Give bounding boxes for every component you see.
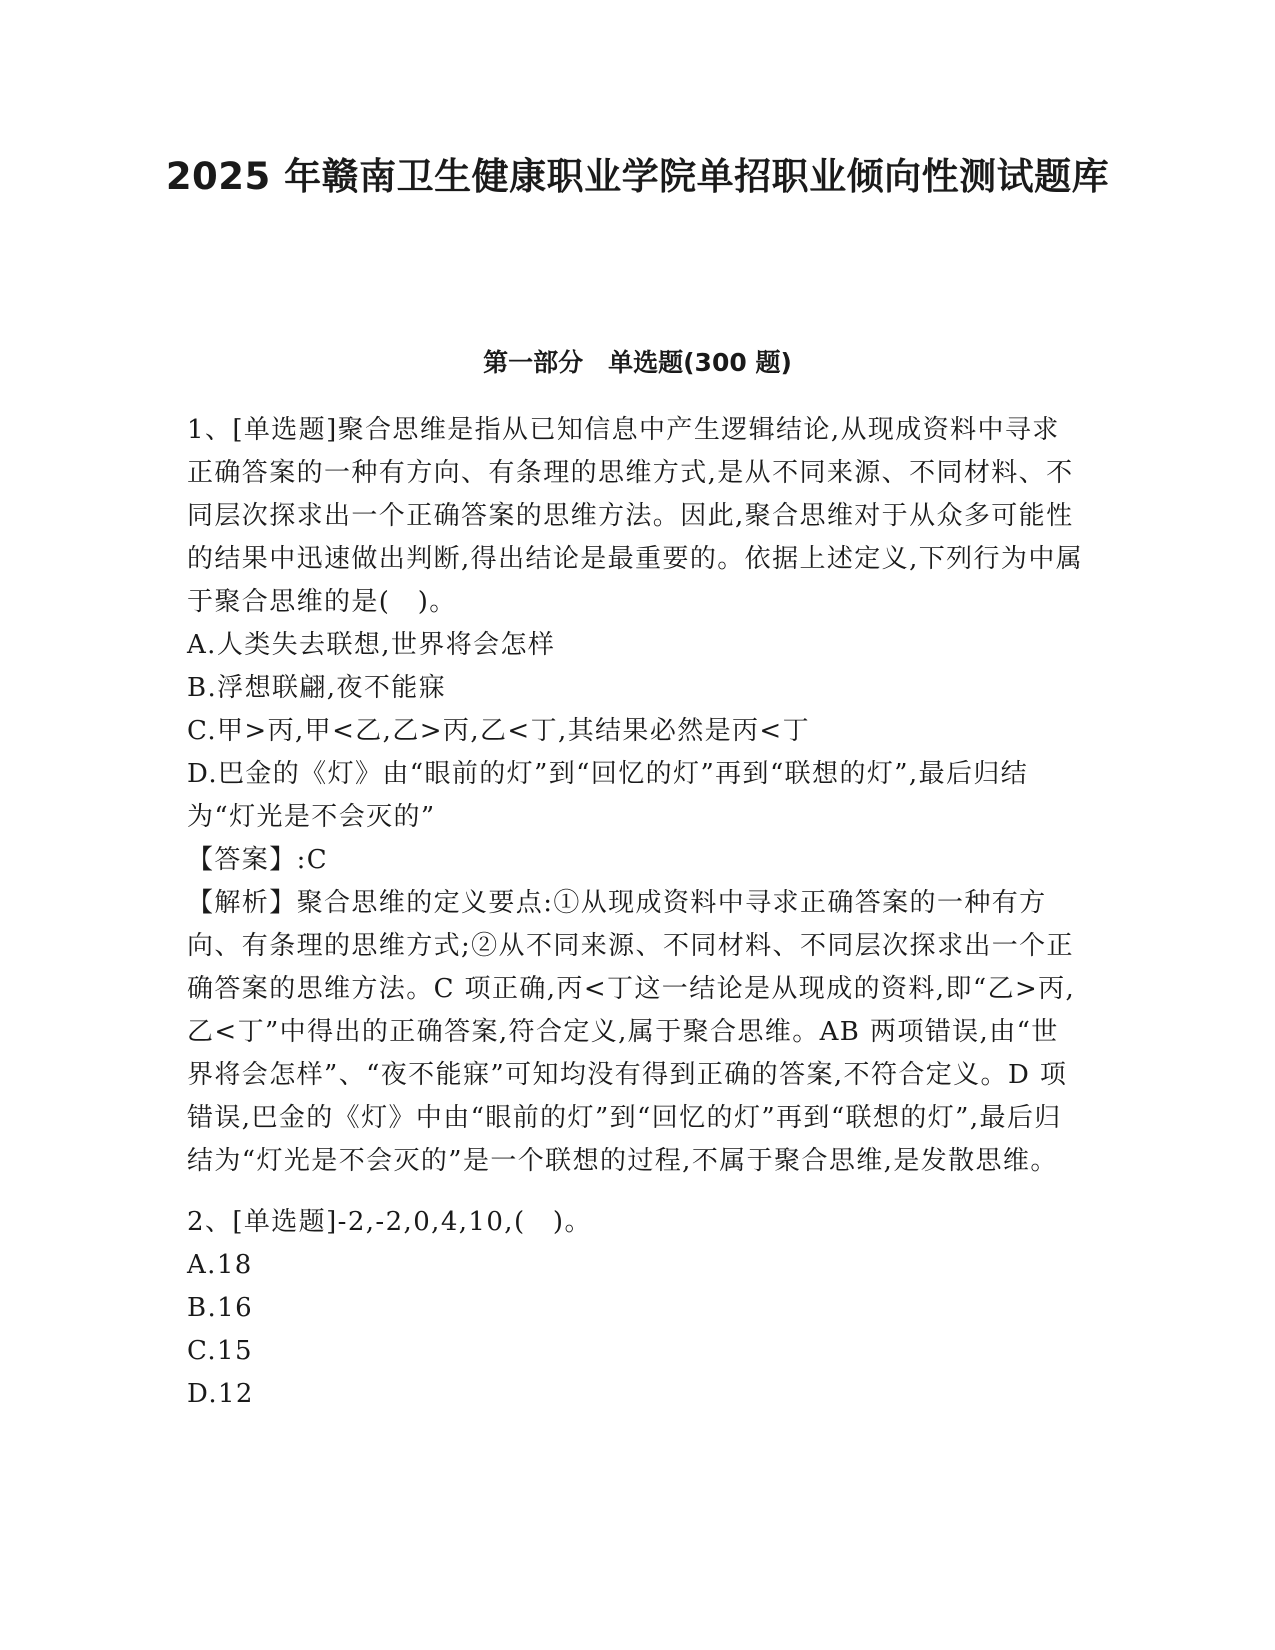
option-b: B.浮想联翩,夜不能寐 [187, 673, 447, 703]
option-a: A.人类失去联想,世界将会怎样 [187, 630, 556, 660]
option-b: B.16 [187, 1293, 254, 1323]
question-1 [187, 409, 1085, 1183]
question-stem: 1、[单选题]聚合思维是指从已知信息中产生逻辑结论,从现成资料中寻求正确答案的一种有方向、有条理的思维方式,是从不同来源、不同材料、不同层次探求出一个正确答案的思维方法。因此,聚合思维对于从众多可能性的结果中迅速做出判断,得出结论是最重要的。依据上述定义,下列行为中属于聚合思维的是( )。 [187, 415, 1084, 617]
question-stem: 2、[单选题]-2,-2,0,4,10,( )。 [187, 1207, 592, 1237]
option-c: C.甲>丙,甲<乙,乙>丙,乙<丁,其结果必然是丙<丁 [187, 716, 811, 746]
option-c: C.15 [187, 1336, 253, 1366]
section-heading: 第一部分 单选题(300 题) [483, 348, 792, 377]
option-a: A.18 [187, 1250, 253, 1280]
option-d: D.12 [187, 1379, 254, 1409]
answer-line: 【答案】:C [187, 845, 329, 875]
question-list [187, 409, 1085, 1416]
analysis-text: 【解析】聚合思维的定义要点:①从现成资料中寻求正确答案的一种有方向、有条理的思维方式;②从不同来源、不同材料、不同层次探求出一个正确答案的思维方法。C 项正确,丙<丁这一结论是从现成的资料,即“乙>丙,乙<丁”中得出的正确答案,符合定义,属于聚合思维。AB 两项错误,由“世界将会怎样”、“夜不能寐”可知均没有得到正确的答案,不符合定义。D 项错误,巴金的《灯》中由“眼前的灯”到“回忆的灯”再到“联想的灯”,最后归结为“灯光是不会灭的”是一个联想的过程,不属于聚合思维,是发散思维。 [187, 888, 1076, 1176]
document-title: 2025 年赣南卫生健康职业学院单招职业倾向性测试题库 [165, 155, 1110, 198]
question-2 [187, 1201, 1085, 1416]
option-d: D.巴金的《灯》由“眼前的灯”到“回忆的灯”再到“联想的灯”,最后归结为“灯光是不会灭的” [187, 759, 1029, 832]
